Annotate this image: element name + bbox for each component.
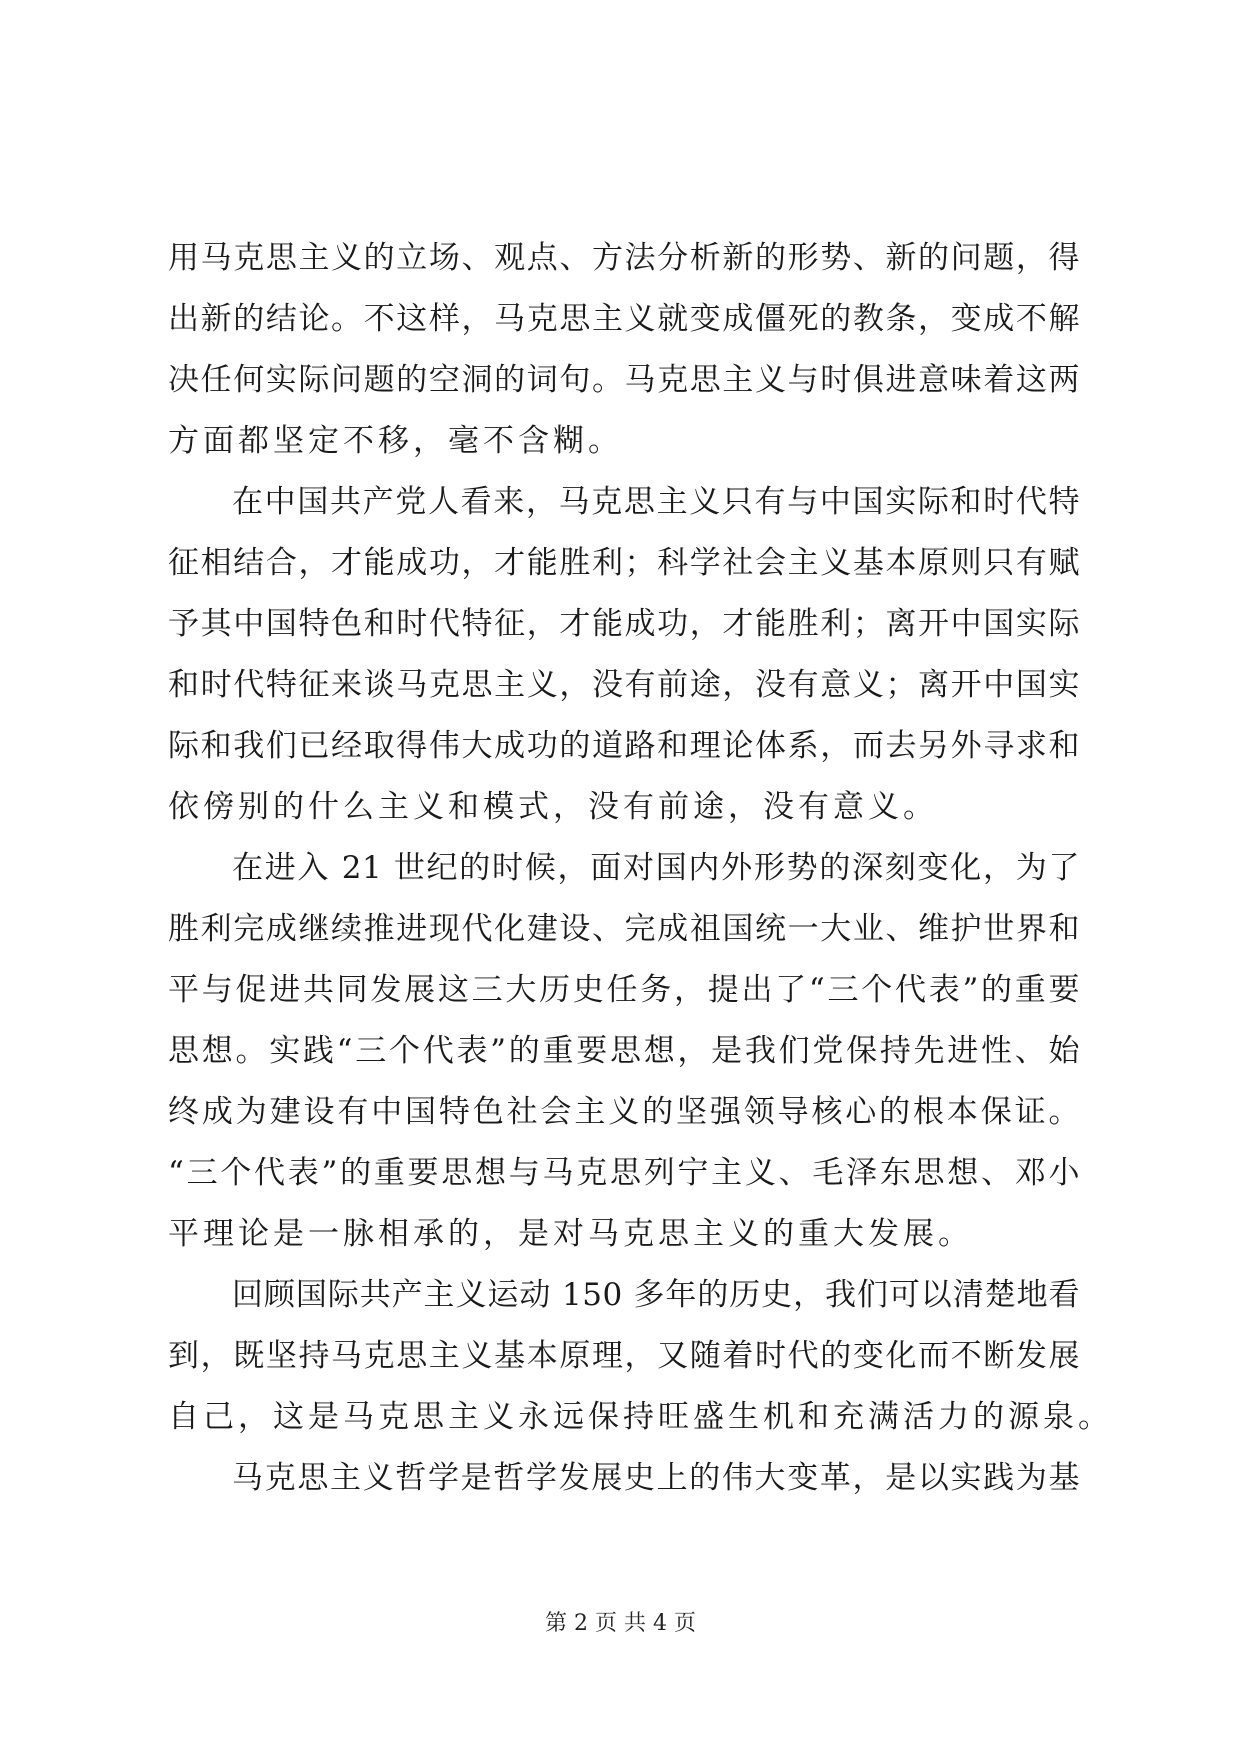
text-line: 出新的结论。不这样，马克思主义就变成僵死的教条，变成不解 — [168, 301, 1080, 337]
text-line: 际和我们已经取得伟大成功的道路和理论体系，而去另外寻求和 — [168, 728, 1080, 764]
paragraph-first-line: 回顾国际共产主义运动 150 多年的历史，我们可以清楚地看 — [232, 1277, 1080, 1313]
text-line: 予其中国特色和时代特征，才能成功，才能胜利；离开中国实际 — [168, 606, 1080, 642]
text-line: 和时代特征来谈马克思主义，没有前途，没有意义；离开中国实 — [168, 667, 1080, 703]
text-line: 决任何实际问题的空洞的词句。马克思主义与时俱进意味着这两 — [168, 362, 1080, 398]
text-line: “三个代表”的重要思想与马克思列宁主义、毛泽东思想、邓小 — [168, 1155, 1080, 1191]
text-line: 方面都坚定不移，毫不含糊。 — [168, 423, 623, 459]
text-line: 平理论是一脉相承的，是对马克思主义的重大发展。 — [168, 1216, 973, 1252]
text-line: 征相结合，才能成功，才能胜利；科学社会主义基本原则只有赋 — [168, 545, 1080, 581]
paragraph-first-line: 在中国共产党人看来，马克思主义只有与中国实际和时代特 — [232, 484, 1080, 520]
text-line: 胜利完成继续推进现代化建设、完成祖国统一大业、维护世界和 — [168, 911, 1080, 947]
text-line: 用马克思主义的立场、观点、方法分析新的形势、新的问题，得 — [168, 240, 1080, 276]
text-line: 自己，这是马克思主义永远保持旺盛生机和充满活力的源泉。 — [168, 1399, 1113, 1435]
body-text — [168, 228, 1113, 1509]
text-line: 到，既坚持马克思主义基本原理，又随着时代的变化而不断发展 — [168, 1338, 1080, 1374]
paragraph-first-line: 马克思主义哲学是哲学发展史上的伟大变革，是以实践为基 — [232, 1460, 1080, 1496]
page-number-footer: 第 2 页 共 4 页 — [545, 1611, 696, 1636]
text-line: 终成为建设有中国特色社会主义的坚强领导核心的根本保证。 — [168, 1094, 1080, 1130]
text-line: 思想。实践“三个代表”的重要思想，是我们党保持先进性、始 — [168, 1033, 1080, 1069]
text-line: 平与促进共同发展这三大历史任务，提出了“三个代表”的重要 — [168, 972, 1080, 1008]
paragraph-first-line: 在进入 21 世纪的时候，面对国内外形势的深刻变化，为了 — [232, 850, 1080, 886]
text-line: 依傍别的什么主义和模式，没有前途，没有意义。 — [168, 789, 938, 825]
